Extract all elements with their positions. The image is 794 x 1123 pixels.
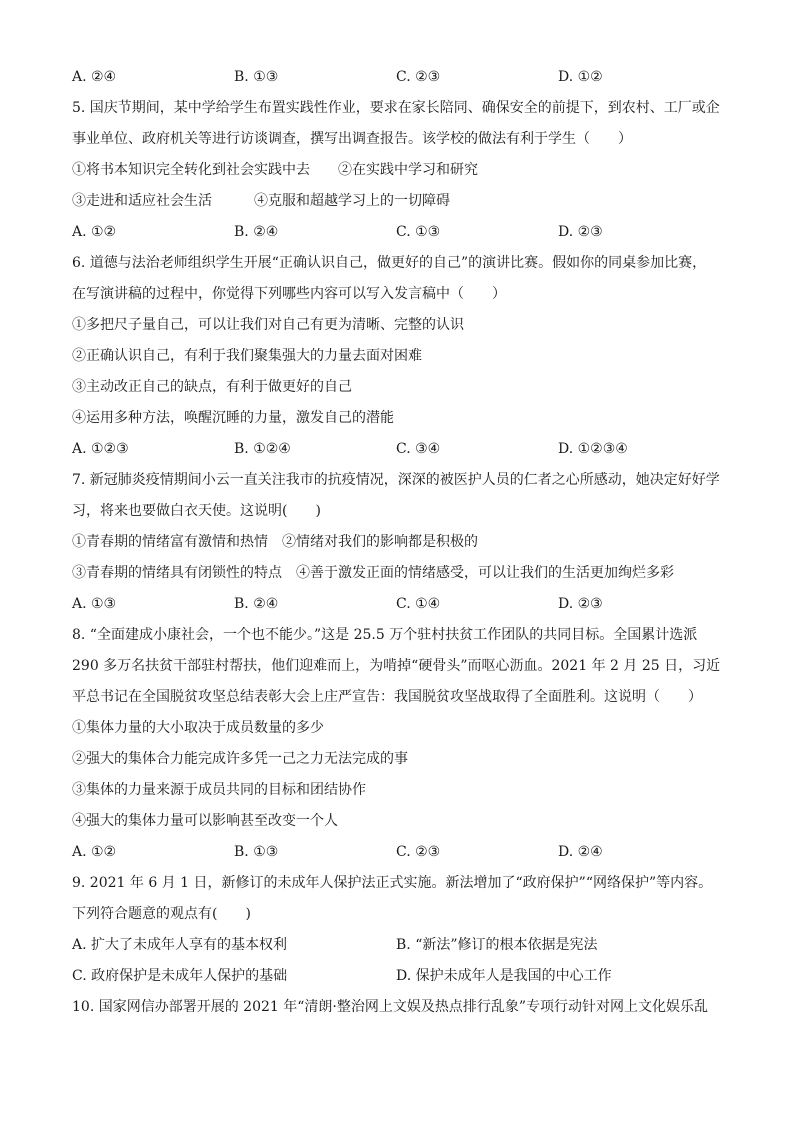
q9-stem-line: 下列符合题意的观点有( ) xyxy=(72,906,251,922)
q6-statement: ①多把尺子量自己，可以让我们对自己有更为清晰、完整的认识 xyxy=(72,317,464,333)
q8-stem-line: 290 多万名扶贫干部驻村帮扶，他们迎难而上，为啃掉“硬骨头”而呕心沥血。2021 年 2 月 25 日，习近 xyxy=(72,658,721,674)
q5-option-c[interactable]: C. ①③ xyxy=(396,224,441,240)
question-5 xyxy=(72,93,724,248)
q8-option-a[interactable]: A. ①② xyxy=(72,844,117,860)
q4-option-b[interactable]: B. ①③ xyxy=(234,69,279,85)
q4-options xyxy=(72,62,724,93)
q9-option-b[interactable]: B. “新法”修订的根本依据是宪法 xyxy=(396,937,598,953)
q5-options xyxy=(72,217,724,248)
q6-option-a[interactable]: A. ①②③ xyxy=(72,441,129,457)
q8-statement: ③集体的力量来源于成员共同的目标和团结协作 xyxy=(72,782,366,798)
question-9 xyxy=(72,868,724,992)
question-6 xyxy=(72,248,724,465)
q8-statement: ④强大的集体力量可以影响甚至改变一个人 xyxy=(72,813,338,829)
question-7 xyxy=(72,465,724,620)
q7-statement: ①青春期的情绪富有激情和热情 ②情绪对我们的影响都是积极的 xyxy=(72,534,478,550)
q7-statement: ③青春期的情绪具有闭锁性的特点 ④善于激发正面的情绪感受，可以让我们的生活更加绚烂多彩 xyxy=(72,565,674,581)
q5-stem-line: 5. 国庆节期间，某中学给学生布置实践性作业，要求在家长陪同、确保安全的前提下，到农村、工厂或企 xyxy=(72,100,720,116)
q9-option-d[interactable]: D. 保护未成年人是我国的中心工作 xyxy=(396,968,612,984)
q6-statement: ②正确认识自己，有利于我们聚集强大的力量去面对困难 xyxy=(72,348,422,364)
q9-options-row xyxy=(72,930,724,961)
q6-option-c[interactable]: C. ③④ xyxy=(396,441,441,457)
q8-option-d[interactable]: D. ②④ xyxy=(558,844,603,860)
q4-option-a[interactable]: A. ②④ xyxy=(72,69,117,85)
q8-option-b[interactable]: B. ①③ xyxy=(234,844,279,860)
q7-option-b[interactable]: B. ②④ xyxy=(234,596,279,612)
q8-statement: ①集体力量的大小取决于成员数量的多少 xyxy=(72,720,324,736)
question-10 xyxy=(72,992,724,1023)
q6-options xyxy=(72,434,724,465)
q8-stem-line: 8. “全面建成小康社会，一个也不能少。”这是 25.5 万个驻村扶贫工作团队的共同目标。全国累计选派 xyxy=(72,627,698,643)
q7-option-d[interactable]: D. ②③ xyxy=(558,596,603,612)
q4-option-c[interactable]: C. ②③ xyxy=(396,69,441,85)
q6-option-b[interactable]: B. ①②④ xyxy=(234,441,291,457)
q6-statement: ④运用多种方法，唤醒沉睡的力量，激发自己的潜能 xyxy=(72,410,394,426)
q6-statement: ③主动改正自己的缺点，有利于做更好的自己 xyxy=(72,379,352,395)
q6-stem-line: 在写演讲稿的过程中，你觉得下列哪些内容可以写入发言稿中（ ） xyxy=(72,286,506,302)
q8-option-c[interactable]: C. ②③ xyxy=(396,844,441,860)
q4-option-d[interactable]: D. ①② xyxy=(558,69,603,85)
q9-stem-line: 9. 2021 年 6 月 1 日，新修订的未成年人保护法正式实施。新法增加了“政府保护”“网络保护”等内容。 xyxy=(72,875,713,891)
q9-options-row xyxy=(72,961,724,992)
q9-option-c[interactable]: C. 政府保护是未成年人保护的基础 xyxy=(72,968,288,984)
q5-option-b[interactable]: B. ②④ xyxy=(234,224,279,240)
q8-statement: ②强大的集体合力能完成许多凭一己之力无法完成的事 xyxy=(72,751,408,767)
q7-stem-line: 7. 新冠肺炎疫情期间小云一直关注我市的抗疫情况，深深的被医护人员的仁者之心所感动，她决定好好学 xyxy=(72,472,720,488)
q8-options xyxy=(72,837,724,868)
q5-statement: ③走进和适应社会生活 ④克服和超越学习上的一切障碍 xyxy=(72,193,450,209)
q5-stem-line: 事业单位、政府机关等进行访谈调查，撰写出调查报告。该学校的做法有利于学生（ ） xyxy=(72,131,632,147)
q7-option-a[interactable]: A. ①③ xyxy=(72,596,117,612)
q5-option-a[interactable]: A. ①② xyxy=(72,224,117,240)
q7-option-c[interactable]: C. ①④ xyxy=(396,596,441,612)
q8-stem-line: 平总书记在全国脱贫攻坚总结表彰大会上庄严宣告：我国脱贫攻坚战取得了全面胜利。这说明（ ） xyxy=(72,689,702,705)
q6-stem-line: 6. 道德与法治老师组织学生开展“正确认识自己，做更好的自己”的演讲比赛。假如你的同桌参加比赛， xyxy=(72,255,707,271)
q6-option-d[interactable]: D. ①②③④ xyxy=(558,441,628,457)
q9-option-a[interactable]: A. 扩大了未成年人享有的基本权利 xyxy=(72,937,288,953)
q7-options xyxy=(72,589,724,620)
q5-option-d[interactable]: D. ②③ xyxy=(558,224,603,240)
q10-stem-line: 10. 国家网信办部署开展的 2021 年“清朗·整治网上文娱及热点排行乱象”专项行动针对网上文化娱乐乱 xyxy=(72,999,709,1015)
q5-statement: ①将书本知识完全转化到社会实践中去 ②在实践中学习和研究 xyxy=(72,162,478,178)
q7-stem-line: 习，将来也要做白衣天使。这说明( ) xyxy=(72,503,321,519)
question-8 xyxy=(72,620,724,868)
